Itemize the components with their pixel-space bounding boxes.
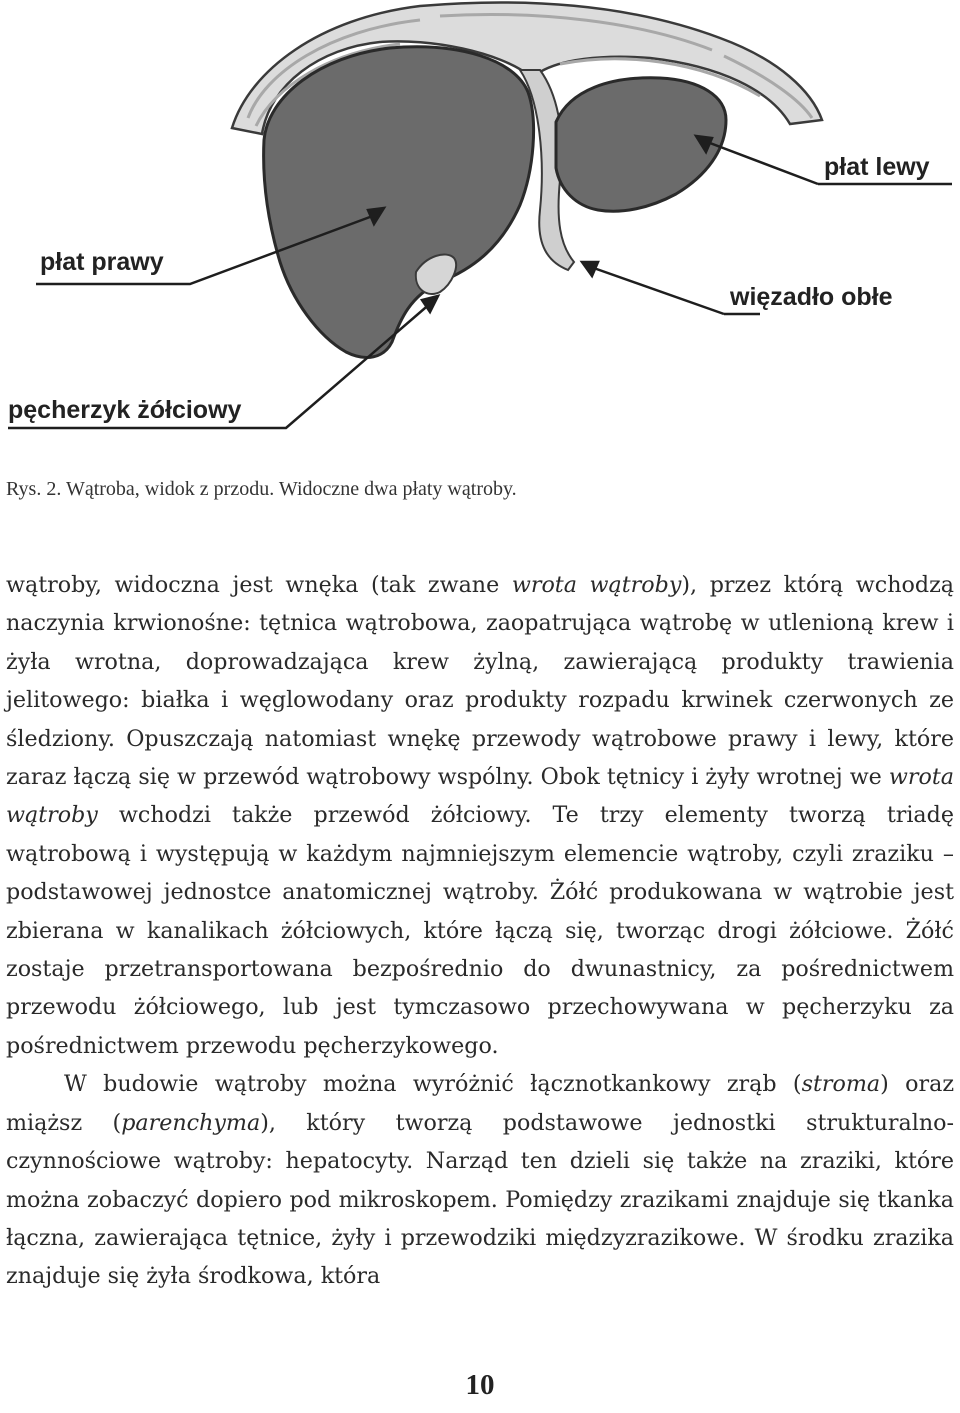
liver-illustration [0, 0, 960, 440]
paragraph-2 [6, 1065, 954, 1295]
text-run: W budowie wątroby można wyróżnić łącznotkankowy zrąb ( [64, 1071, 802, 1098]
label-round-ligament: więzadło obłe [730, 283, 893, 311]
italic-term: stroma [801, 1071, 881, 1098]
italic-term: wrota wątroby [6, 764, 954, 829]
italic-term: wrota wątroby [511, 572, 682, 598]
text-run: ), który tworzą podstawowe jednostki strukturalno-czynnościowe wątroby: hepatocyty. Narząd ten dzieli się także na zraziki, które można zobaczyć dopiero pod mikroskopem. Pomiędzy zrazikami znajduje się tkanka łączna, zawierająca tętnice, żyły i przewodziki międzyzrazikowe. W środku zrazika znajduje się żyła środkowa, która [6, 1109, 954, 1290]
body-text [6, 566, 954, 1296]
paragraph-1 [6, 566, 954, 1065]
text-run: wątroby, widoczna jest wnęka (tak zwane [6, 572, 512, 598]
figure-caption: Rys. 2. Wątroba, widok z przodu. Widoczne dwa płaty wątroby. [6, 478, 517, 500]
label-gallbladder: pęcherzyk żółciowy [8, 396, 242, 424]
liver-diagram [0, 0, 960, 440]
text-run: ) oraz miąższ ( [6, 1071, 955, 1136]
text-run: wchodzi także przewód żółciowy. Te trzy elementy tworzą triadę wątrobową i występują w każdym najmniejszym elemencie wątroby, czyli zraziku – podstawowej jednostce anatomicznej wątroby. Żółć produkowana w wątrobie jest zbierana w kanalikach żółciowych, które łączą się, tworząc drogi żółciowe. Żółć zostaje przetransportowana bezpośrednio do dwunastnicy, za pośrednictwem przewodu żółciowego, lub jest tymczasowo przechowywana w pęcherzyku za pośrednictwem przewodu pęcherzykowego. [6, 802, 954, 1059]
label-right-lobe: płat prawy [40, 248, 164, 276]
label-left-lobe: płat lewy [824, 153, 930, 181]
right-lobe-shape [264, 47, 534, 358]
italic-term: parenchyma [121, 1109, 261, 1136]
text-run: ), przez którą wchodzą naczynia krwionośne: tętnica wątrobowa, zaopatrująca wątrobę w utlenioną krew i żyła wrotna, doprowadzająca krew żylną, zawierającą produkty trawienia jelitowego: białka i węglowodany oraz produkty rozpadu krwinek czerwonych ze śledziony. Opuszczają natomiast wnękę przewody wątrobowe prawy i lewy, które zaraz łączą się w przewód wątrobowy wspólny. Obok tętnicy i żyły wrotnej we [6, 572, 954, 791]
page-number: 10 [465, 1369, 495, 1401]
